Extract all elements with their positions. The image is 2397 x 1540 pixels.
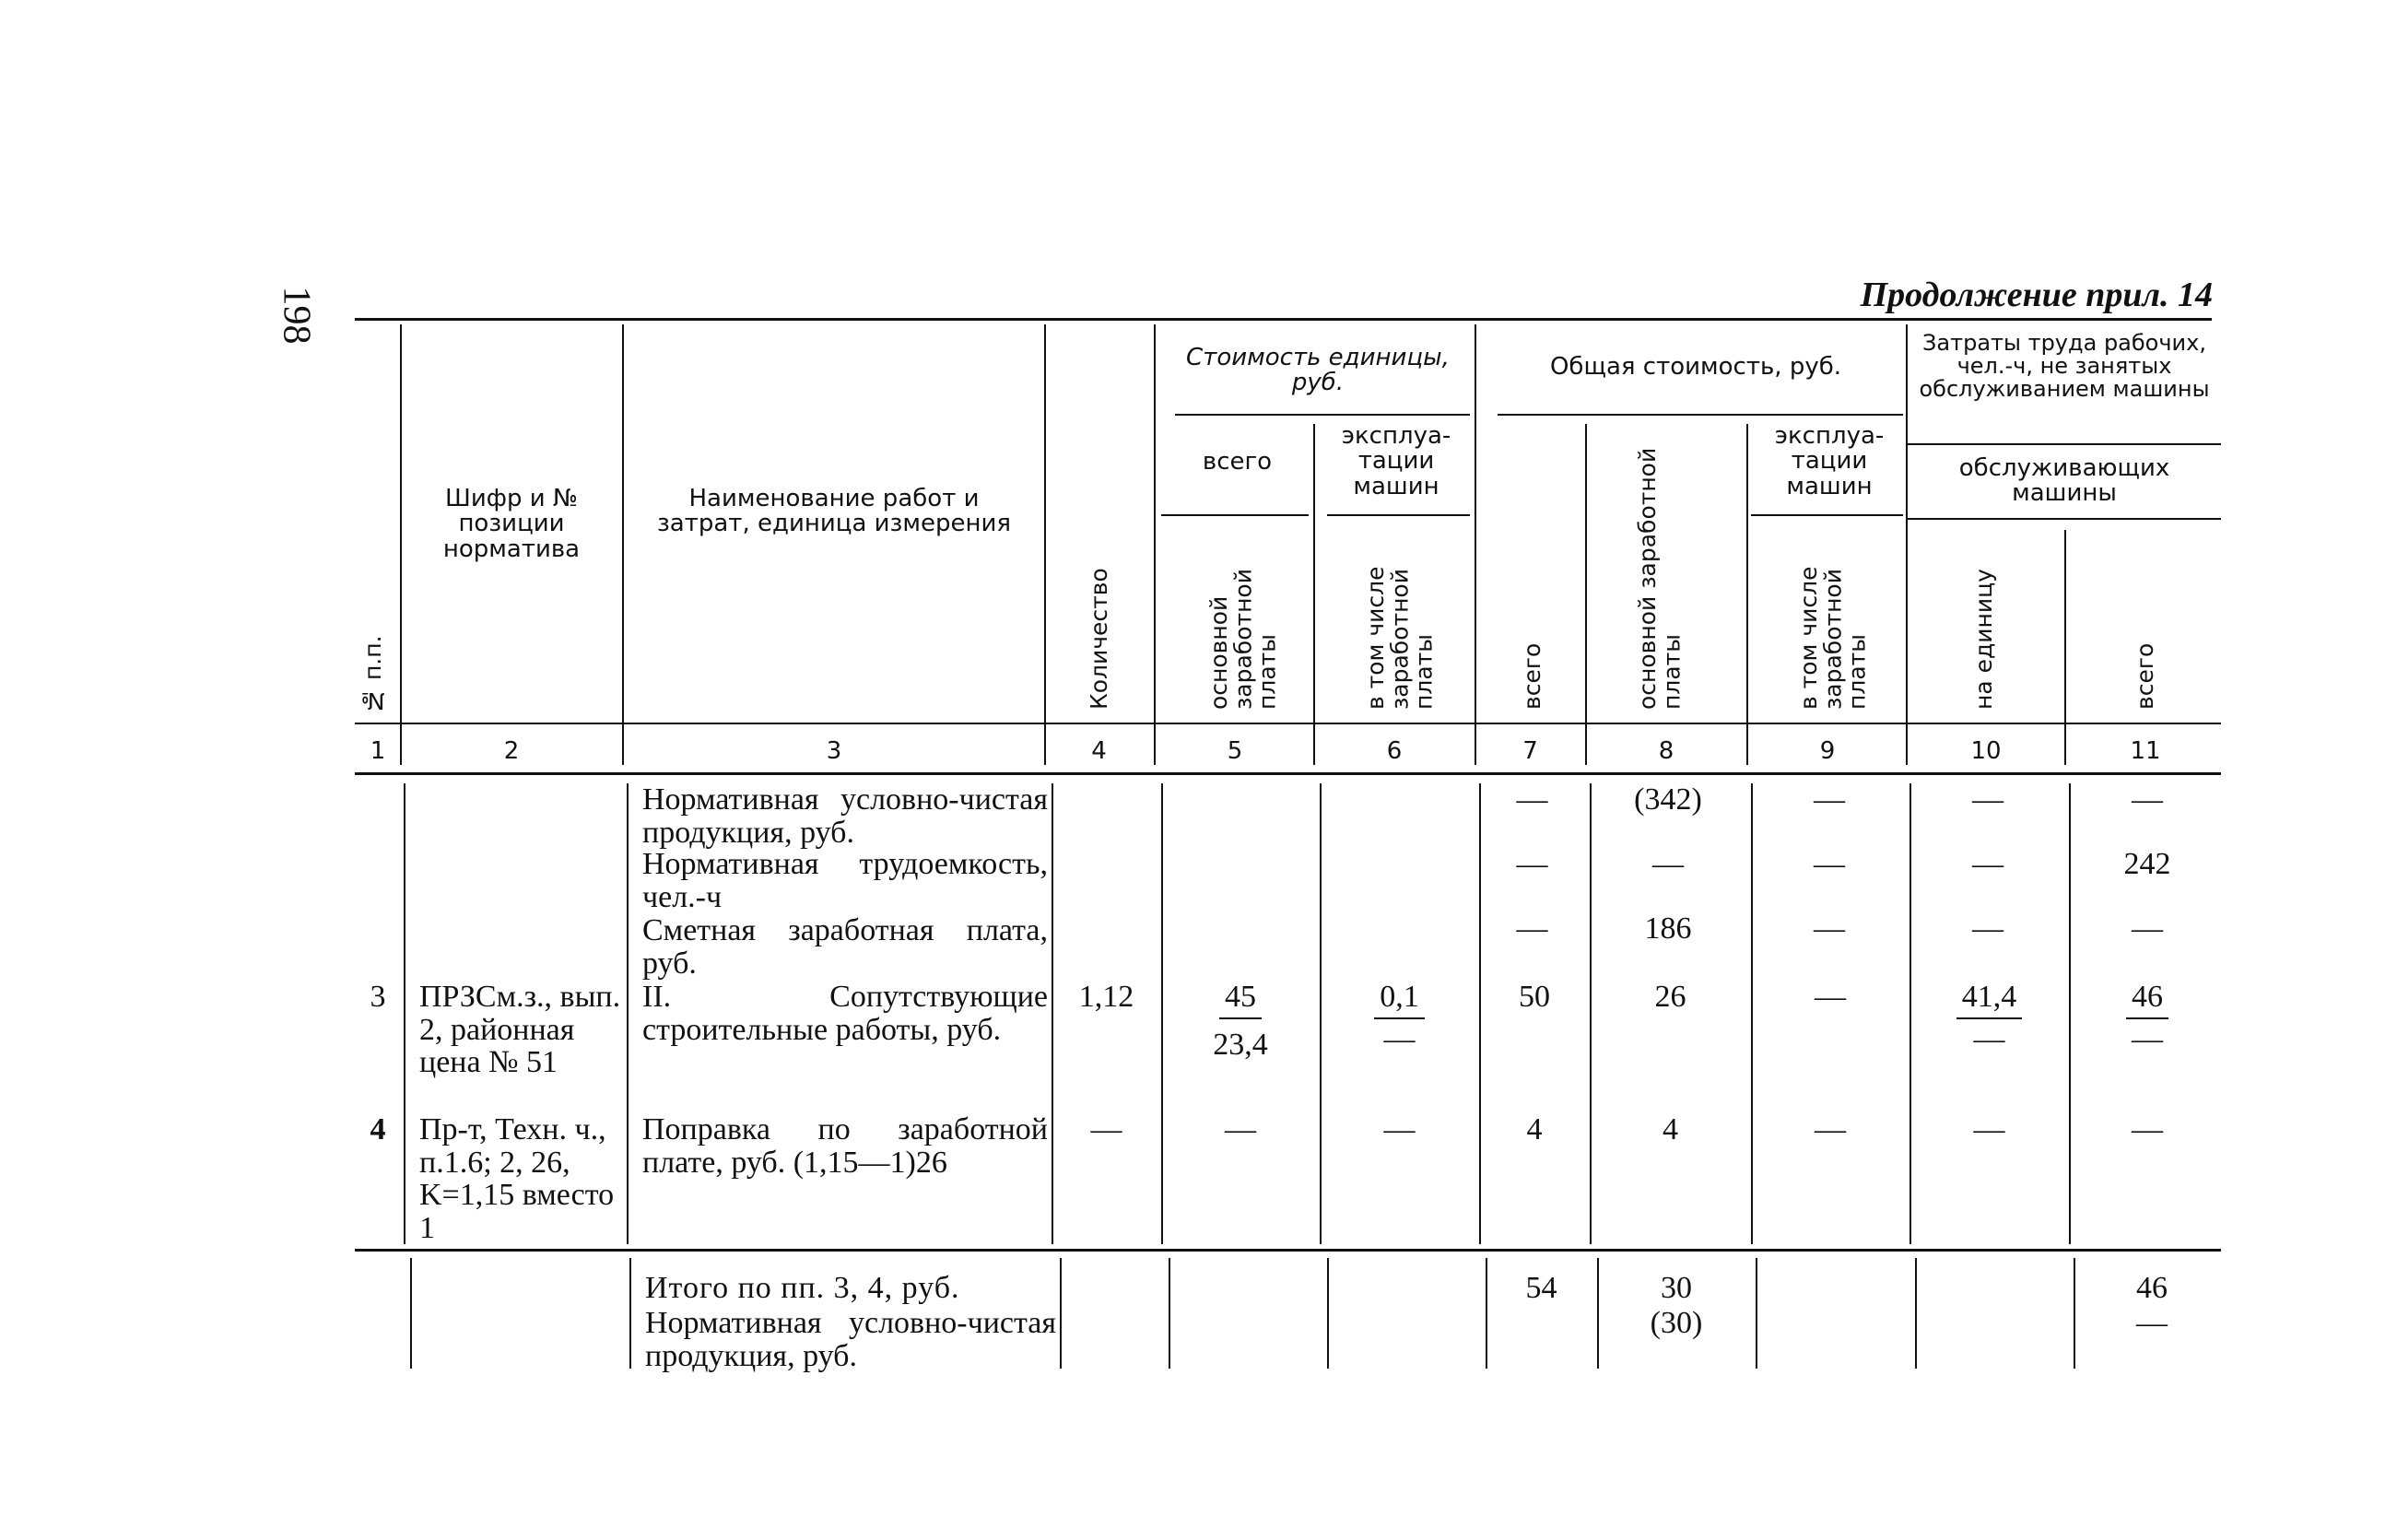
table-cell: [1909, 981, 2069, 1019]
col-number: 1: [370, 737, 386, 765]
header-total-machine: эксплуа- тации машин: [1774, 422, 1885, 500]
table-cell: —: [1090, 1112, 1122, 1146]
col-number: 5: [1227, 737, 1243, 765]
table-cell: [1161, 981, 1320, 1019]
header-col8: основной заработной платы: [1634, 447, 1686, 710]
rule: [1175, 414, 1470, 416]
col-number: 8: [1658, 737, 1674, 765]
table-cell: —: [1516, 911, 1548, 946]
table-cell: —: [1652, 847, 1684, 881]
table-cell: —: [1814, 847, 1845, 881]
row-name: Нормативная условно-чистая продукция, руб.: [642, 782, 1048, 850]
row-name: II. Сопутствующие строительные работы, руб.: [642, 980, 1048, 1047]
header-quantity: Количество: [1086, 568, 1112, 710]
table-cell: —: [1814, 911, 1845, 946]
header-name: Наименование работ и затрат, единица измерения: [656, 485, 1012, 538]
table-cell: 54: [1525, 1271, 1557, 1305]
table-cell: 26: [1654, 980, 1686, 1014]
row-number: 4: [370, 1112, 386, 1146]
table-cell: 1,12: [1078, 980, 1134, 1014]
rule: [355, 772, 2221, 775]
table-cell: —: [1972, 847, 2003, 881]
table-cell: —: [1815, 980, 1846, 1014]
col-divider: [629, 1258, 631, 1369]
row-code: Пр-т, Техн. ч., п.1.6; 2, 26, K=1,15 вместо 1: [419, 1112, 615, 1246]
table-cell: —: [2132, 1112, 2163, 1146]
col-number: 10: [1970, 737, 2002, 765]
col-divider: [1585, 424, 1587, 765]
col-divider: [1475, 324, 1476, 765]
table-cell: 186: [1644, 911, 1692, 946]
row-name: Нормативная трудоемкость, чел.-ч: [642, 847, 1048, 914]
col-number: 4: [1091, 737, 1107, 765]
table-cell: —: [1814, 782, 1845, 817]
header-col10: на единицу: [1970, 569, 1997, 710]
page-number: 198: [275, 286, 318, 345]
header-col7: всего: [1519, 642, 1545, 710]
header-unit-cost: Стоимость единицы, руб.: [1186, 344, 1450, 397]
col-divider: [1052, 783, 1053, 1244]
rule: [1908, 443, 2221, 445]
col-divider: [1044, 324, 1046, 765]
fraction-top: 46: [2126, 981, 2168, 1019]
header-code: Шифр и № позиции норматива: [442, 485, 581, 563]
header-col5: основной заработной платы: [1205, 569, 1281, 710]
col-divider: [2064, 530, 2066, 765]
col-divider: [1915, 1258, 1917, 1369]
table-cell: 30: [1661, 1271, 1692, 1305]
table-cell: [1320, 981, 1479, 1019]
col-divider: [1169, 1258, 1170, 1369]
col-divider: [1313, 424, 1315, 765]
table-cell: 50: [1519, 980, 1550, 1014]
rule: [1161, 514, 1309, 516]
header-labor-sub: обслуживающих машины: [1958, 454, 2170, 508]
header-labor: Затраты труда рабочих, чел.-ч, не занятых обслуживанием машины: [1919, 330, 2210, 403]
col-number: 11: [2130, 737, 2161, 765]
table-cell: [2069, 981, 2226, 1019]
col-divider: [1327, 1258, 1329, 1369]
col-divider: [1756, 1258, 1757, 1369]
fraction-top: 45: [1219, 981, 1262, 1019]
table-cell: —: [1973, 1022, 2005, 1056]
rule: [355, 1249, 2221, 1252]
col-divider: [627, 783, 629, 1244]
col-divider: [1746, 424, 1748, 765]
col-divider: [400, 324, 402, 765]
col-divider: [404, 783, 405, 1244]
table-cell: (342): [1634, 782, 1702, 817]
rule: [355, 723, 2221, 724]
table-cell: —: [1383, 1022, 1416, 1056]
col-divider: [410, 1258, 412, 1369]
col-number: 3: [826, 737, 842, 765]
col-divider: [1060, 1258, 1062, 1369]
header-unit-total: всего: [1202, 448, 1273, 476]
col-divider: [622, 324, 624, 765]
row-name: Поправка по заработной плате, руб. (1,15—1)26: [642, 1112, 1048, 1180]
table-top-rule: [355, 318, 2212, 321]
table-cell: 4: [1663, 1112, 1678, 1146]
header-col9: в том числе заработной платы: [1795, 566, 1871, 710]
col-number: 2: [503, 737, 520, 765]
rule: [1498, 414, 1903, 416]
table-cell: —: [1972, 782, 2003, 817]
col-divider: [1154, 324, 1156, 765]
table-cell: —: [2132, 782, 2163, 817]
row-code: ПРЗСм.з., вып. 2, районная цена № 51: [419, 980, 621, 1080]
fraction-top: 41,4: [1956, 981, 2023, 1019]
table-cell: —: [1815, 1112, 1846, 1146]
col-number: 6: [1386, 737, 1403, 765]
rule: [1327, 514, 1470, 516]
table-cell: —: [2132, 911, 2163, 946]
table-cell: 242: [2123, 847, 2171, 881]
table-cell: —: [1225, 1112, 1256, 1146]
table-cell: 23,4: [1213, 1028, 1268, 1062]
header-col11: всего: [2132, 642, 2158, 710]
header-col6: в том числе заработной платы: [1362, 566, 1438, 710]
col-divider: [1906, 324, 1908, 765]
header-total-cost: Общая стоимость, руб.: [1549, 353, 1842, 381]
table-cell: —: [1973, 1112, 2005, 1146]
row-number: 3: [370, 980, 386, 1014]
continuation-caption: Продолжение прил. 14: [1860, 276, 2213, 314]
total-label-2: Нормативная условно-чистая продукция, руб.: [645, 1306, 1056, 1373]
table-cell: —: [1516, 847, 1548, 881]
table-cell: —: [1972, 911, 2003, 946]
rule: [1751, 514, 1903, 516]
fraction-top: 0,1: [1374, 981, 1425, 1019]
table-cell: —: [2132, 1022, 2163, 1056]
table-cell: 46: [2136, 1271, 2168, 1305]
table-cell: (30): [1650, 1306, 1703, 1340]
table-cell: —: [2136, 1306, 2168, 1340]
col-number: 7: [1522, 737, 1538, 765]
table-cell: —: [1383, 1112, 1416, 1146]
table-cell: —: [1516, 782, 1548, 817]
rule: [1908, 518, 2221, 520]
col-number: 9: [1819, 737, 1836, 765]
total-label: Итого по пп. 3, 4, руб.: [645, 1271, 960, 1305]
header-number: № п.п.: [359, 635, 386, 714]
table-cell: 4: [1526, 1112, 1543, 1146]
row-name: Сметная заработная плата, руб.: [642, 913, 1048, 981]
header-unit-machine: эксплуа- тации машин: [1341, 422, 1451, 500]
